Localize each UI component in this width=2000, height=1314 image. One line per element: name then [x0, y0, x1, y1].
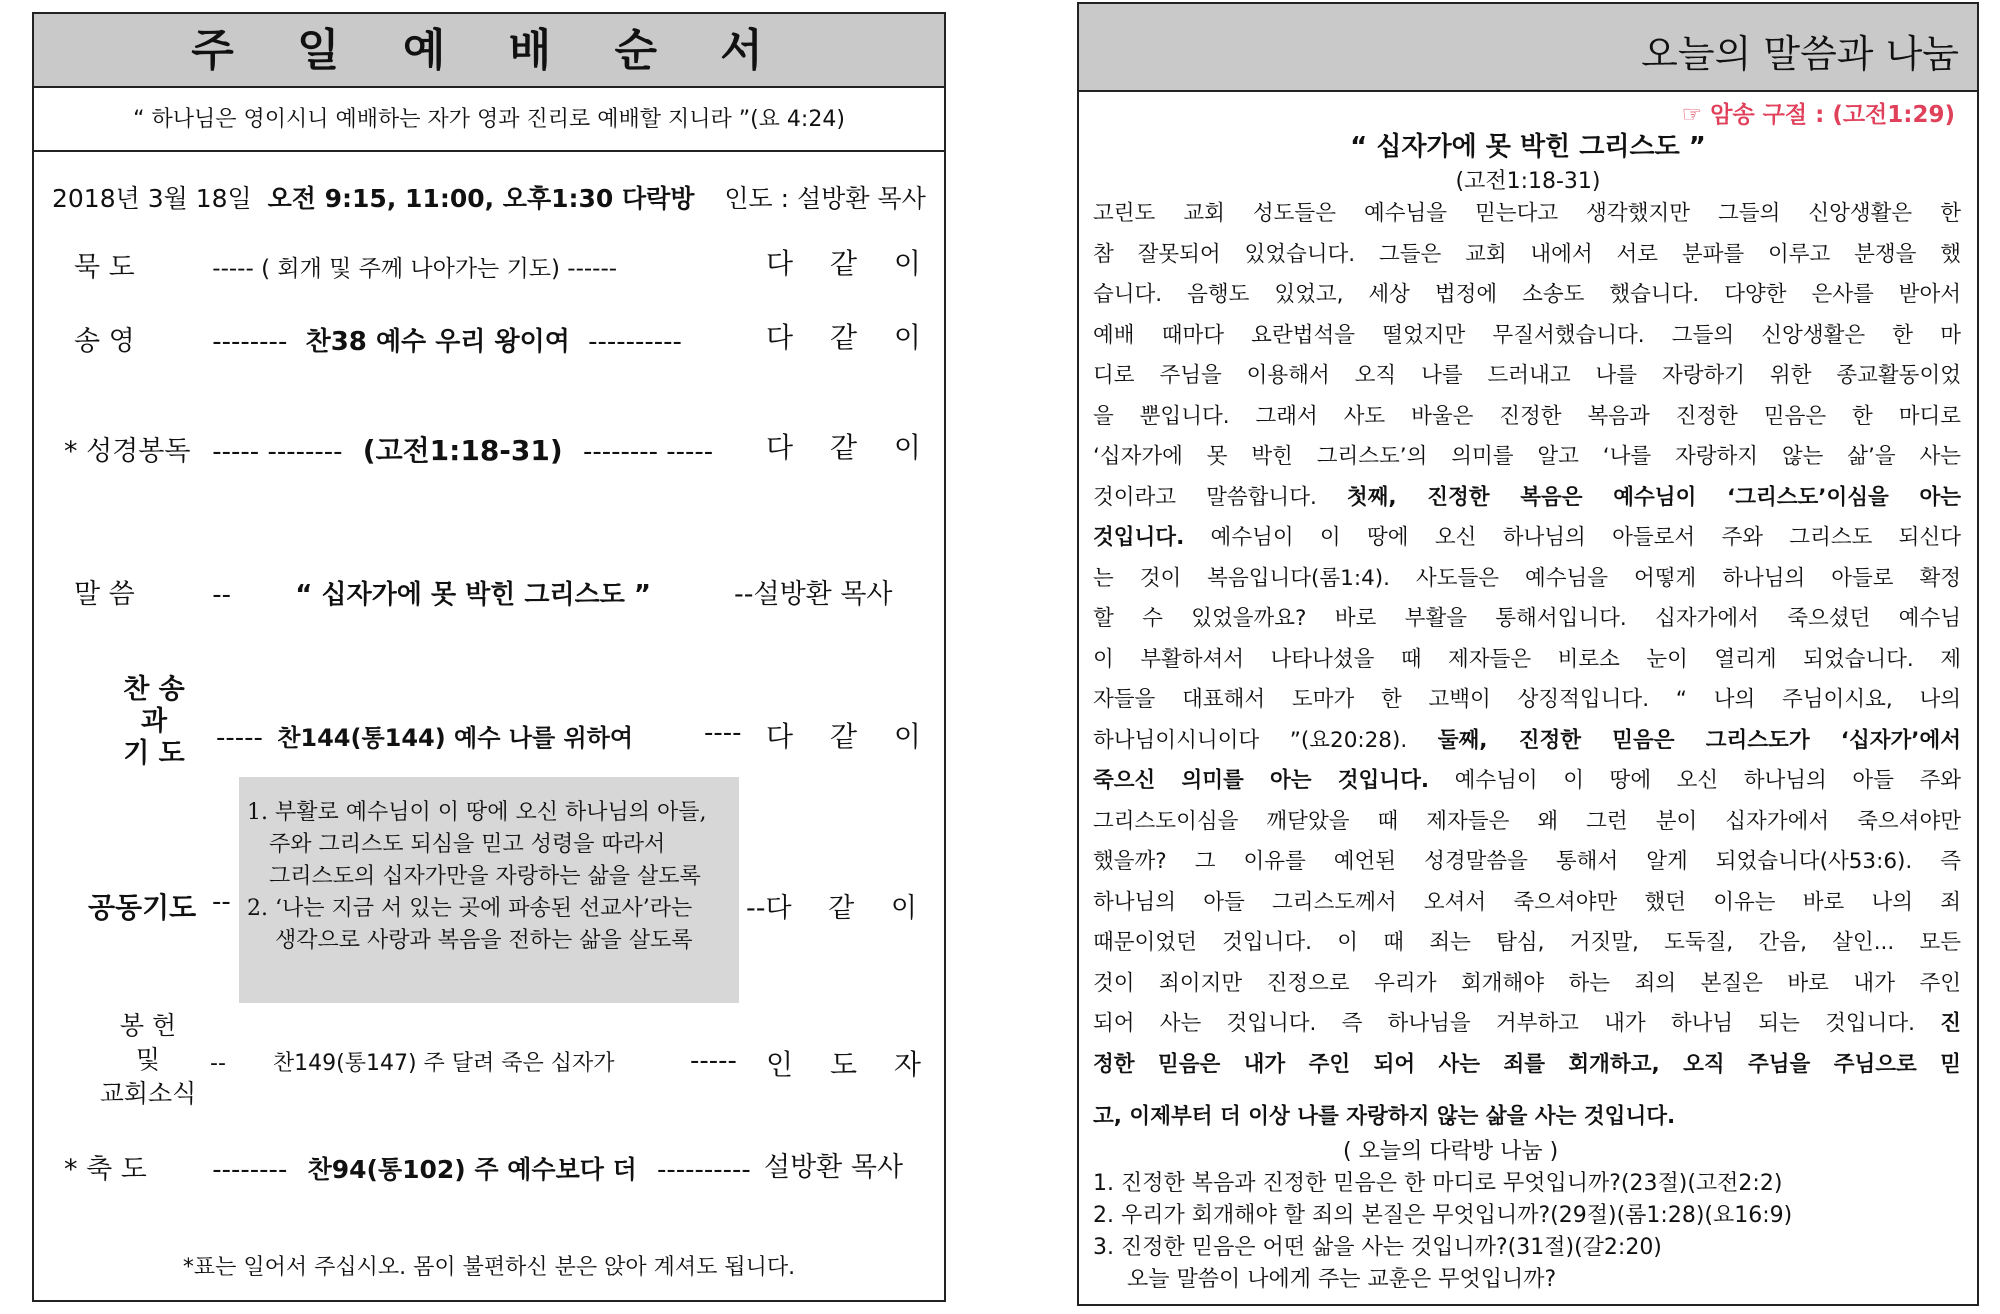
body-line: ‘십자가에 못 박힌 그리스도’의 의미를 알고 ‘나를 자랑하지 않는 삶’을 사는 [1093, 444, 1961, 469]
discussion-question: 오늘 말씀이 나에게 주는 교훈은 무엇입니까? [1127, 1267, 1557, 1292]
order-label: * 축 도 [64, 1154, 147, 1185]
order-item-silent-prayer [74, 245, 617, 284]
order-label: * 성경봉독 [64, 436, 191, 467]
order-item-hymn-prayer [216, 718, 633, 753]
body-line [1093, 721, 1961, 762]
order-content: 찬144(통144) 예수 나를 위하여 [277, 724, 634, 752]
order-content: 찬149(통147) 주 달려 죽은 십자가 [272, 1051, 615, 1076]
service-date: 2018년 3월 18일 [52, 184, 252, 213]
order-item-sermon [74, 572, 651, 611]
prayer-line: 1. 부활로 예수님이 이 땅에 오신 하나님의 아들, [247, 800, 707, 825]
sermon-body [1093, 194, 1961, 1085]
order-dash: -- [746, 893, 766, 924]
prayer-line: 생각으로 사랑과 복음을 전하는 삶을 살도록 [275, 928, 693, 953]
label-line: 기 도 [123, 738, 185, 769]
body-text: 것이라고 말씀합니다. [1093, 484, 1347, 510]
body-line: 할 수 있었을까요? 바로 부활을 통해서입니다. 십자가에서 죽으셨던 예수님 [1093, 606, 1961, 631]
body-line [1093, 1004, 1961, 1045]
order-dash: ---------- [657, 1155, 751, 1185]
order-label-offering [88, 1009, 208, 1111]
order-dash: ----- [690, 1046, 737, 1076]
discussion-question: 3. 진정한 믿음은 어떤 삶을 사는 것입니까?(31절)(갈2:20) [1093, 1235, 1662, 1260]
discussion-question: 1. 진정한 복음과 진정한 믿음은 한 마디로 무엇입니까?(23절)(고전2:2) [1093, 1171, 1783, 1196]
body-text: 되어 사는 것입니다. 즉 하나님을 거부하고 내가 하나님 되는 것입니다. [1093, 1011, 1941, 1036]
body-emphasis: 진 [1940, 1011, 1961, 1036]
order-label: 말 씀 [74, 579, 135, 610]
body-line [1093, 518, 1961, 559]
body-line: 예배 때마다 요란법석을 떨었지만 무질서했습니다. 그들의 신앙생활은 한 마 [1093, 322, 1961, 348]
order-item-bible-reading [64, 429, 713, 469]
body-emphasis: 둘째, 진정한 믿음은 그리스도가 ‘십자가’에서 [1437, 727, 1961, 753]
order-content: ----- ( 회개 및 주께 나아가는 기도) ------ [212, 256, 618, 282]
body-emphasis: 첫째, 진정한 복음은 예수님이 ‘그리스도’이심을 아는 [1346, 484, 1961, 510]
order-label-hymn-prayer [104, 674, 204, 770]
body-line [1093, 478, 1961, 519]
order-dash: ----- -------- [212, 437, 343, 467]
body-line: 것이 죄이지만 진정으로 우리가 회개해야 하는 죄의 본질은 바로 내가 주인 [1093, 970, 1961, 996]
order-dash: -- [212, 887, 231, 917]
body-line: 하나님의 아들 그리스도께서 오셔서 죽으셔야만 했던 이유는 바로 나의 죄 [1093, 889, 1961, 915]
common-prayer-box [239, 777, 739, 1003]
body-text: 예수님이 이 땅에 오신 하나님의 아들로서 주와 그리스도 되신다 [1184, 525, 1961, 550]
order-item-benediction [64, 1147, 751, 1186]
order-content: 찬38 예수 우리 왕이여 [305, 327, 570, 357]
order-who-common-prayer [746, 886, 931, 925]
body-line: 때문이었던 것입니다. 이 때 죄는 탐심, 거짓말, 도둑질, 간음, 살인... 모든 [1093, 930, 1961, 955]
memory-verse: ☞ 암송 구절 : (고전1:29) [1681, 102, 1955, 128]
order-label: 묵 도 [74, 252, 135, 283]
order-dash: -------- ----- [582, 437, 714, 467]
body-text: 하나님이시니이다 ”(요20:28). [1093, 727, 1438, 753]
order-who-sermon [734, 572, 893, 611]
service-info [52, 179, 926, 215]
body-line: 이 부활하셔서 나타나셨을 때 제자들은 비로소 눈이 열리게 되었습니다. 제 [1093, 646, 1961, 672]
order-content: (고전1:18-31) [362, 434, 563, 467]
body-line: 했을까? 그 이유를 예언된 성경말씀을 통해서 알게 되었습니다(사53:6). 즉 [1093, 849, 1961, 874]
worship-order-panel [32, 12, 946, 1302]
order-dash: -- [210, 1051, 226, 1076]
sermon-panel-title: 오늘의 말씀과 나눔 [1079, 4, 1977, 92]
discussion-section [1093, 1136, 1792, 1296]
prayer-line: 2. ‘나는 지금 서 있는 곳에 파송된 선교사’라는 [247, 896, 693, 921]
body-emphasis: 죽으신 의미를 아는 것입니다. [1093, 768, 1430, 793]
sermon-title: “ 십자가에 못 박힌 그리스도 ” [1350, 132, 1706, 162]
order-who: 다 같 이 [766, 431, 935, 464]
discussion-title: ( 오늘의 다락방 나눔 ) [1343, 1139, 1559, 1164]
body-line: 습니다. 음행도 있었고, 세상 법정에 소송도 했습니다. 다양한 은사를 받아서 [1093, 282, 1961, 307]
body-line-last: 고, 이제부터 더 이상 나를 자랑하지 않는 삶을 사는 것입니다. [1093, 1104, 1676, 1129]
order-content: “ 십자가에 못 박힌 그리스도 ” [295, 580, 652, 610]
body-line: 는 것이 복음입니다(롬1:4). 사도들은 예수님을 어떻게 하나님의 아들로 확정 [1093, 565, 1961, 591]
order-item-doxology [74, 319, 682, 358]
label-line: 봉 헌 [119, 1011, 177, 1040]
order-label: 송 영 [74, 326, 135, 357]
order-dash: -------- [212, 1155, 288, 1185]
body-emphasis: 것입니다. [1093, 525, 1185, 550]
body-line [1093, 761, 1961, 802]
body-line: 참 잘못되어 있었습니다. 그들은 교회 내에서 서로 분파를 이루고 분쟁을 했 [1093, 241, 1961, 267]
order-who: 설방환 목사 [753, 579, 893, 610]
label-line: 과 [140, 706, 168, 737]
body-line: 을 뿐입니다. 그래서 사도 바울은 진정한 복음과 진정한 믿음은 한 마디로 [1093, 403, 1961, 429]
service-leader: 인도 : 설방환 목사 [724, 184, 926, 213]
order-dash: ---------- [588, 327, 682, 357]
order-who: 다 같 이 [766, 720, 935, 753]
theme-verse: “ 하나님은 영이시니 예배하는 자가 영과 진리로 예배할 지니라 ”(요 4:24) [34, 88, 944, 152]
order-dash: -- [212, 580, 232, 610]
standing-footnote: *표는 일어서 주십시오. 몸이 불편하신 분은 앉아 계셔도 됩니다. [182, 1255, 796, 1280]
body-line: 그리스도이심을 깨닫았을 때 제자들은 왜 그런 분이 십자가에서 죽으셔야만 [1093, 808, 1961, 834]
label-line: 및 [135, 1045, 161, 1074]
order-item-offering [210, 1046, 615, 1077]
label-line: 교회소식 [99, 1079, 197, 1108]
order-dash: ----- [216, 723, 263, 753]
order-who: 다 같 이 [766, 321, 935, 354]
sermon-panel [1077, 2, 1979, 1306]
order-label-common-prayer: 공동기도 [88, 891, 197, 924]
prayer-line: 주와 그리스도 되심을 믿고 성령을 따라서 [269, 832, 666, 857]
discussion-question: 2. 우리가 회개해야 할 죄의 본질은 무엇입니까?(29절)(롬1:28)(요16:9) [1093, 1203, 1793, 1228]
body-line: 정한 믿음은 내가 주인 되어 사는 죄를 회개하고, 오직 주님을 주님으로 믿 [1093, 1051, 1961, 1077]
order-who: 설방환 목사 [764, 1152, 903, 1183]
order-who: 다 같 이 [765, 893, 931, 924]
order-who: 인 도 자 [766, 1048, 935, 1081]
order-dash: ---- [704, 718, 742, 748]
order-dash: -- [734, 579, 754, 610]
body-text: 예수님이 이 땅에 오신 하나님의 아들 주와 [1429, 768, 1961, 793]
order-who: 다 같 이 [766, 247, 935, 280]
order-content: 찬94(통102) 주 예수보다 더 [307, 1155, 637, 1184]
body-line: 고린도 교회 성도들은 예수님을 믿는다고 생각했지만 그들의 신앙생활은 한 [1093, 201, 1961, 226]
body-line: 디로 주님을 이용해서 오직 나를 드러내고 나를 자랑하기 위한 종교활동이었 [1093, 363, 1961, 388]
sermon-reference: (고전1:18-31) [1455, 169, 1601, 194]
label-line: 찬 송 [123, 674, 185, 705]
order-dash: -------- [212, 327, 288, 357]
service-times: 오전 9:15, 11:00, 오후1:30 다락방 [267, 184, 695, 213]
prayer-line: 그리스도의 십자가만을 자랑하는 삶을 살도록 [269, 864, 701, 889]
worship-order-title: 주 일 예 배 순 서 [34, 14, 944, 88]
body-line: 자들을 대표해서 도마가 한 고백이 상징적입니다. “ 나의 주님이시요, 나의 [1093, 687, 1961, 712]
